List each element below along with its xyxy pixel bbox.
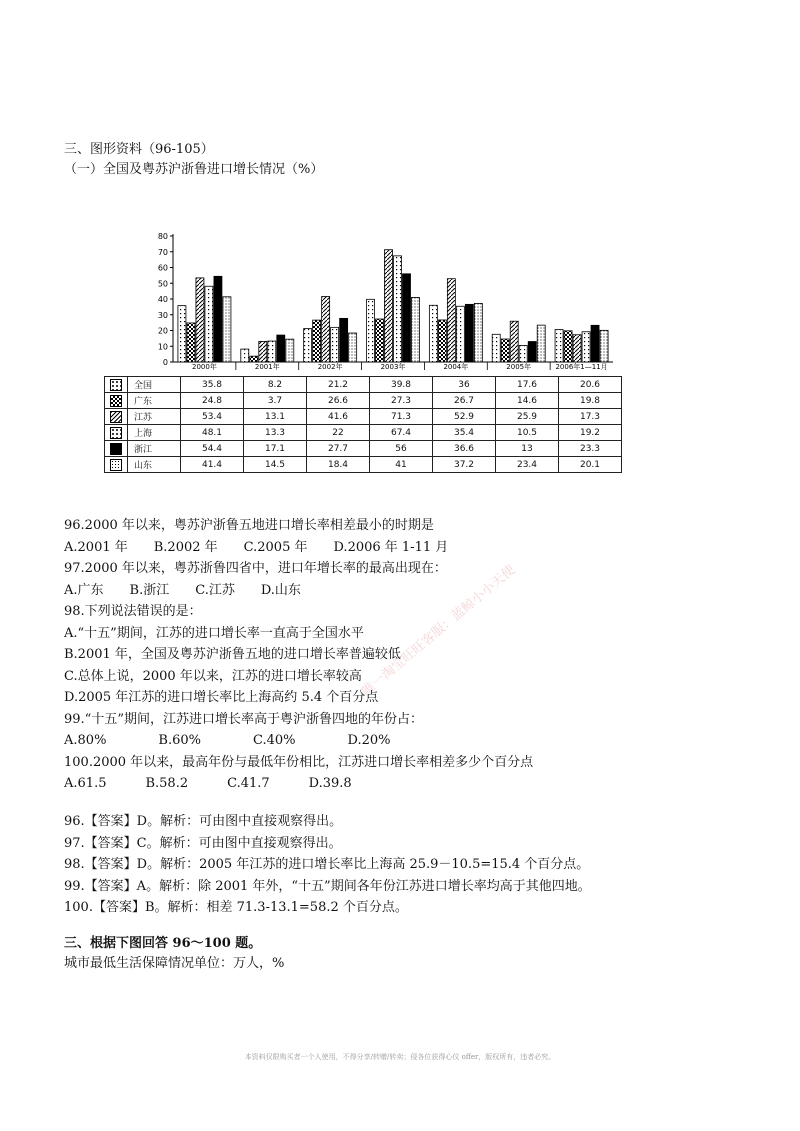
question-line: C.总体上说，2000 年以来，江苏的进口增长率较高 (64, 668, 362, 684)
bar-浙江-2006年1—11月 (591, 325, 599, 362)
bar-山东-2004年 (474, 303, 482, 362)
table-cell: 17.3 (559, 409, 622, 425)
bar-山东-2000年 (223, 297, 231, 362)
table-cell: 10.5 (496, 425, 559, 441)
table-cell: 52.9 (433, 409, 496, 425)
bar-广东-2000年 (187, 323, 195, 362)
legend-swatch (105, 441, 128, 457)
table-cell: 14.6 (496, 393, 559, 409)
answer-line: 97.【答案】C。解析：可由图中直接观察得出。 (64, 835, 342, 851)
table-cell: 19.2 (559, 425, 622, 441)
question-line: 99.“十五”期间，江苏进口增长率高于粤沪浙鲁四地的年份占： (64, 711, 423, 727)
bar-江苏-2002年 (322, 296, 330, 362)
legend-swatch-icon (110, 395, 122, 407)
table-cell: 27.7 (307, 441, 370, 457)
bar-山东-2001年 (286, 339, 294, 362)
table-cell: 17.6 (496, 377, 559, 393)
y-tick-label: 30 (157, 310, 168, 320)
bar-山东-2005年 (537, 325, 545, 362)
table-cell: 13.3 (244, 425, 307, 441)
table-cell: 23.4 (496, 457, 559, 473)
answer-line: 98.【答案】D。解析：2005 年江苏的进口增长率比上海高 25.9－10.5=15.4 个百分点。 (64, 857, 590, 872)
legend-swatch-icon (110, 427, 122, 439)
bar-浙江-2002年 (340, 318, 348, 362)
table-cell: 41.4 (181, 457, 244, 473)
bar-浙江-2005年 (528, 342, 536, 362)
bar-江苏-2005年 (510, 321, 518, 362)
section-title: 三、图形资料（96-105） (64, 142, 214, 157)
bar-广东-2003年 (376, 319, 384, 362)
answer-line: 100.【答案】B。解析：相差 71.3-13.1=58.2 个百分点。 (64, 900, 408, 915)
bar-上海-2000年 (205, 286, 213, 362)
table-cell: 39.8 (370, 377, 433, 393)
bar-浙江-2004年 (465, 304, 473, 362)
table-row (105, 457, 622, 473)
x-tick-label: 2006年1—11月 (555, 363, 608, 370)
bar-山东-2003年 (412, 297, 420, 362)
bar-浙江-2001年 (277, 335, 285, 362)
bar-上海-2004年 (456, 306, 464, 362)
bar-上海-2005年 (519, 345, 527, 362)
bar-全国-2003年 (367, 299, 375, 362)
bar-江苏-2004年 (447, 279, 455, 362)
legend-swatch-icon (110, 459, 122, 471)
table-cell: 20.6 (559, 377, 622, 393)
y-tick-label: 50 (157, 279, 168, 289)
y-tick-label: 60 (157, 263, 168, 273)
y-tick-label: 0 (162, 358, 168, 367)
bar-广东-2002年 (313, 320, 321, 362)
table-row (105, 377, 622, 393)
watermark-text: 唯一淘宝旺旺客服：蓝鲸小小天使 (359, 562, 519, 700)
legend-swatch (105, 425, 128, 441)
x-tick-label: 2000年 (192, 363, 217, 370)
table-cell: 36.6 (433, 441, 496, 457)
table-cell: 14.5 (244, 457, 307, 473)
section3-subtitle: 城市最低生活保障情况单位：万人，% (64, 956, 285, 971)
answer-line: 96.【答案】D。解析：可由图中直接观察得出。 (64, 814, 343, 829)
question-line: 97.2000 年以来，粤苏浙鲁四省中，进口年增长率的最高出现在： (64, 561, 447, 576)
bar-江苏-2001年 (259, 341, 267, 362)
question-line: 100.2000 年以来，最高年份与最低年份相比，江苏进口增长率相差多少个百分点 (64, 754, 534, 770)
legend-swatch (105, 377, 128, 393)
question-line: A.2001 年 B.2002 年 C.2005 年 D.2006 年 1-11 月 (64, 539, 449, 555)
table-cell: 21.2 (307, 377, 370, 393)
bar-江苏-2006年1—11月 (573, 335, 581, 362)
data-table (104, 376, 622, 473)
bar-山东-2002年 (349, 333, 357, 362)
bar-上海-2003年 (394, 256, 402, 362)
table-cell: 24.8 (181, 393, 244, 409)
table-cell: 13.1 (244, 409, 307, 425)
question-line: A.“十五”期间，江苏的进口增长率一直高于全国水平 (64, 625, 364, 641)
question-line: A.80% B.60% C.40% D.20% (64, 733, 391, 748)
y-tick-label: 80 (157, 232, 168, 241)
table-cell: 48.1 (181, 425, 244, 441)
table-row (105, 393, 622, 409)
y-tick-label: 20 (157, 326, 168, 336)
question-line: A.广东 B.浙江 C.江苏 D.山东 (64, 582, 301, 598)
table-cell: 20.1 (559, 457, 622, 473)
bar-广东-2006年1—11月 (564, 331, 572, 362)
bar-全国-2006年1—11月 (555, 330, 563, 362)
bar-全国-2005年 (492, 334, 500, 362)
answer-line: 99.【答案】A。解析：除 2001 年外，“十五”期间各年份江苏进口增长率均高于其他四地。 (64, 878, 591, 894)
x-tick-label: 2004年 (443, 363, 469, 370)
row-label: 全国 (128, 377, 181, 393)
bar-山东-2006年1—11月 (600, 330, 608, 362)
y-tick-label: 40 (157, 295, 168, 304)
table-cell: 3.7 (244, 393, 307, 409)
bar-全国-2000年 (178, 306, 186, 362)
legend-swatch-icon (110, 411, 122, 423)
bar-上海-2001年 (268, 341, 276, 362)
bar-全国-2001年 (241, 349, 249, 362)
question-line: A.61.5 B.58.2 C.41.7 D.39.8 (64, 776, 352, 791)
row-label: 江苏 (128, 409, 181, 425)
bar-浙江-2003年 (403, 274, 411, 362)
table-cell: 8.2 (244, 377, 307, 393)
chart-subtitle: （一）全国及粤苏沪浙鲁进口增长情况（%） (64, 162, 324, 177)
bar-广东-2005年 (501, 339, 509, 362)
bar-广东-2001年 (250, 356, 258, 362)
table-cell: 56 (370, 441, 433, 457)
x-tick-label: 2005年 (506, 363, 532, 370)
legend-swatch (105, 457, 128, 473)
table-cell: 41 (370, 457, 433, 473)
bar-全国-2004年 (429, 305, 437, 362)
table-cell: 27.3 (370, 393, 433, 409)
y-tick-label: 70 (157, 247, 168, 257)
table-cell: 26.7 (433, 393, 496, 409)
table-row (105, 409, 622, 425)
table-cell: 22 (307, 425, 370, 441)
bar-江苏-2003年 (385, 250, 393, 362)
bar-浙江-2000年 (214, 276, 222, 362)
y-tick-label: 10 (157, 342, 168, 352)
table-cell: 17.1 (244, 441, 307, 457)
table-cell: 41.6 (307, 409, 370, 425)
x-tick-label: 2002年 (317, 363, 343, 370)
table-cell: 37.2 (433, 457, 496, 473)
question-line: B.2001 年，全国及粤苏沪浙鲁五地的进口增长率普遍较低 (64, 647, 401, 662)
question-line: D.2005 年江苏的进口增长率比上海高约 5.4 个百分点 (64, 690, 379, 705)
legend-swatch-icon (110, 379, 122, 391)
question-line: 96.2000 年以来，粤苏沪浙鲁五地进口增长率相差最小的时期是 (64, 518, 434, 533)
bar-广东-2004年 (438, 320, 446, 362)
table-cell: 54.4 (181, 441, 244, 457)
row-label: 山东 (128, 457, 181, 473)
bar-chart (135, 228, 615, 370)
row-label: 广东 (128, 393, 181, 409)
table-cell: 71.3 (370, 409, 433, 425)
table-cell: 36 (433, 377, 496, 393)
footer-notice: 本资料仅限购买者一个人使用，不得分享/转赠/转卖；侵各位获得心仪 offer，版权所有，违者必究。 (244, 1053, 556, 1061)
x-tick-label: 2003年 (380, 363, 406, 370)
row-label: 上海 (128, 425, 181, 441)
table-cell: 13 (496, 441, 559, 457)
bar-上海-2002年 (331, 327, 339, 362)
legend-swatch-icon (110, 443, 122, 455)
table-row (105, 425, 622, 441)
table-cell: 35.4 (433, 425, 496, 441)
bar-上海-2006年1—11月 (582, 332, 590, 362)
table-cell: 25.9 (496, 409, 559, 425)
table-cell: 23.3 (559, 441, 622, 457)
table-cell: 67.4 (370, 425, 433, 441)
x-tick-label: 2001年 (254, 363, 280, 370)
table-cell: 26.6 (307, 393, 370, 409)
question-line: 98.下列说法错误的是： (64, 604, 202, 619)
table-cell: 19.8 (559, 393, 622, 409)
section3-title: 三、根据下图回答 96～100 题。 (64, 936, 262, 951)
table-cell: 18.4 (307, 457, 370, 473)
bar-全国-2002年 (304, 329, 312, 362)
row-label: 浙江 (128, 441, 181, 457)
table-cell: 35.8 (181, 377, 244, 393)
bar-江苏-2000年 (196, 278, 204, 362)
legend-swatch (105, 393, 128, 409)
table-row (105, 441, 622, 457)
table-cell: 53.4 (181, 409, 244, 425)
legend-swatch (105, 409, 128, 425)
